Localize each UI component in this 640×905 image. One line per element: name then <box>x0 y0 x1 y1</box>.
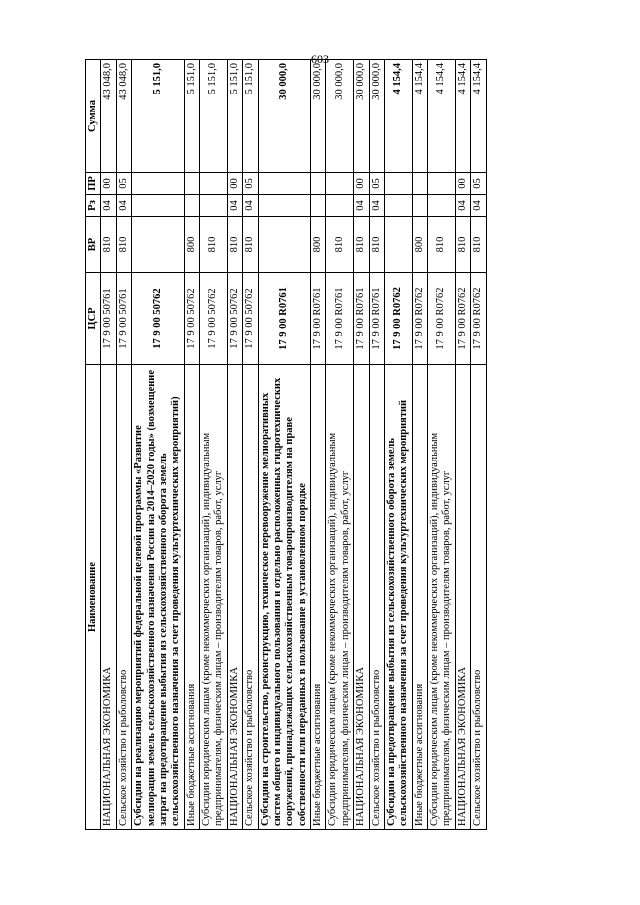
cell-rz: 04 <box>101 195 116 217</box>
cell-rz <box>200 195 228 217</box>
cell-sum: 4 154,4 <box>428 60 456 173</box>
cell-csr: 17 9 00 R0761 <box>354 273 369 365</box>
cell-sum: 4 154,4 <box>412 60 427 173</box>
cell-rz <box>132 195 185 217</box>
cell-rz: 04 <box>116 195 131 217</box>
cell-name: Сельское хозяйство и рыболовство <box>369 365 384 830</box>
cell-csr: 17 9 00 R0762 <box>471 273 486 365</box>
cell-csr: 17 9 00 R0762 <box>428 273 456 365</box>
cell-sum: 4 154,4 <box>384 60 412 173</box>
table-row <box>101 60 116 830</box>
cell-name: Субсидии юридическим лицам (кроме некоммерческих организаций), индивидуальным предпринимателям, физическим лицам – производителям товаров, работ, услуг <box>428 365 456 830</box>
col-rz: Рз <box>86 195 101 217</box>
cell-vr <box>132 217 185 273</box>
cell-csr: 17 9 00 50762 <box>184 273 199 365</box>
cell-pr <box>311 173 326 195</box>
cell-pr: 05 <box>116 173 131 195</box>
header-row <box>86 60 101 830</box>
table-row <box>455 60 470 830</box>
cell-csr: 17 9 00 R0761 <box>369 273 384 365</box>
cell-rz <box>258 195 311 217</box>
cell-pr: 00 <box>354 173 369 195</box>
cell-vr: 810 <box>227 217 242 273</box>
cell-rz <box>184 195 199 217</box>
col-pr: ПР <box>86 173 101 195</box>
table-row <box>369 60 384 830</box>
cell-rz: 04 <box>471 195 486 217</box>
cell-pr <box>412 173 427 195</box>
cell-pr <box>326 173 354 195</box>
table-row <box>354 60 369 830</box>
cell-csr: 17 9 00 R0762 <box>412 273 427 365</box>
table-body <box>101 60 486 830</box>
cell-name: Субсидии на реализацию мероприятий федеральной целевой программы «Развитие мелиорации земель сельскохозяйственного назначения России на 2014–2020 годы» (возмещение затрат на предотвращение выбытия из сельскохозяйственного оборота земель сельскохозяйственного назначения за счет проведения культуртехнических мероприятий) <box>132 365 185 830</box>
cell-rz: 04 <box>227 195 242 217</box>
table-row <box>116 60 131 830</box>
rotated-table-wrapper <box>85 60 590 830</box>
table-row <box>132 60 185 830</box>
cell-vr: 810 <box>471 217 486 273</box>
cell-csr: 17 9 00 50762 <box>227 273 242 365</box>
cell-rz <box>428 195 456 217</box>
cell-sum: 43 048,0 <box>101 60 116 173</box>
page-number: 603 <box>311 52 329 66</box>
cell-name: Иные бюджетные ассигнования <box>412 365 427 830</box>
cell-name: Сельское хозяйство и рыболовство <box>243 365 258 830</box>
cell-pr: 00 <box>227 173 242 195</box>
cell-sum: 43 048,0 <box>116 60 131 173</box>
cell-name: НАЦИОНАЛЬНАЯ ЭКОНОМИКА <box>354 365 369 830</box>
cell-vr: 800 <box>311 217 326 273</box>
cell-pr: 05 <box>471 173 486 195</box>
cell-name: Субсидии на предотвращение выбытия из сельскохозяйственного оборота земель сельскохозяйственного назначения за счет проведения культуртехнических мероприятий <box>384 365 412 830</box>
cell-vr: 810 <box>354 217 369 273</box>
cell-vr: 810 <box>243 217 258 273</box>
cell-vr <box>258 217 311 273</box>
cell-rz: 04 <box>369 195 384 217</box>
cell-sum: 5 151,0 <box>184 60 199 173</box>
cell-csr: 17 9 00 R0762 <box>455 273 470 365</box>
cell-pr <box>200 173 228 195</box>
cell-csr: 17 9 00 R0761 <box>311 273 326 365</box>
cell-name: Субсидии на строительство, реконструкцию, техническое перевооружение мелиоративных систем общего и индивидуального пользования и отдельно расположенных гидротехнических сооружений, принадлежащих сельскохозяйственным товаропроизводителям на праве собственности или переданных в пользование в установленном порядке <box>258 365 311 830</box>
cell-pr <box>184 173 199 195</box>
cell-name: Субсидии юридическим лицам (кроме некоммерческих организаций), индивидуальным предпринимателям, физическим лицам – производителям товаров, работ, услуг <box>326 365 354 830</box>
cell-pr: 00 <box>455 173 470 195</box>
table-row <box>200 60 228 830</box>
table-row <box>184 60 199 830</box>
cell-csr: 17 9 00 50761 <box>116 273 131 365</box>
cell-sum: 30 000,0 <box>326 60 354 173</box>
cell-name: НАЦИОНАЛЬНАЯ ЭКОНОМИКА <box>101 365 116 830</box>
cell-vr: 810 <box>116 217 131 273</box>
cell-vr: 810 <box>326 217 354 273</box>
cell-name: НАЦИОНАЛЬНАЯ ЭКОНОМИКА <box>455 365 470 830</box>
table-row <box>258 60 311 830</box>
cell-rz <box>412 195 427 217</box>
table-row <box>243 60 258 830</box>
cell-sum: 30 000,0 <box>258 60 311 173</box>
cell-sum: 4 154,4 <box>471 60 486 173</box>
cell-rz <box>311 195 326 217</box>
col-csr: ЦСР <box>86 273 101 365</box>
cell-rz: 04 <box>243 195 258 217</box>
cell-pr <box>258 173 311 195</box>
cell-rz <box>384 195 412 217</box>
cell-sum: 30 000,0 <box>369 60 384 173</box>
cell-sum: 5 151,0 <box>200 60 228 173</box>
col-name: Наименование <box>86 365 101 830</box>
col-sum: Сумма <box>86 60 101 173</box>
cell-sum: 5 151,0 <box>227 60 242 173</box>
cell-sum: 5 151,0 <box>243 60 258 173</box>
table-row <box>311 60 326 830</box>
cell-vr: 810 <box>101 217 116 273</box>
cell-csr: 17 9 00 50762 <box>200 273 228 365</box>
cell-name: Сельское хозяйство и рыболовство <box>116 365 131 830</box>
cell-vr <box>384 217 412 273</box>
cell-csr: 17 9 00 R0761 <box>258 273 311 365</box>
cell-rz: 04 <box>455 195 470 217</box>
cell-vr: 810 <box>369 217 384 273</box>
cell-vr: 810 <box>428 217 456 273</box>
cell-csr: 17 9 00 R0761 <box>326 273 354 365</box>
cell-pr <box>132 173 185 195</box>
cell-vr: 810 <box>455 217 470 273</box>
cell-csr: 17 9 00 50761 <box>101 273 116 365</box>
table-row <box>227 60 242 830</box>
cell-pr <box>428 173 456 195</box>
cell-name: Сельское хозяйство и рыболовство <box>471 365 486 830</box>
cell-name: Иные бюджетные ассигнования <box>184 365 199 830</box>
cell-sum: 5 151,0 <box>132 60 185 173</box>
cell-rz: 04 <box>354 195 369 217</box>
cell-name: НАЦИОНАЛЬНАЯ ЭКОНОМИКА <box>227 365 242 830</box>
cell-pr <box>384 173 412 195</box>
cell-pr: 05 <box>369 173 384 195</box>
cell-sum: 30 000,0 <box>311 60 326 173</box>
cell-sum: 30 000,0 <box>354 60 369 173</box>
table-row <box>428 60 456 830</box>
cell-name: Субсидии юридическим лицам (кроме некоммерческих организаций), индивидуальным предпринимателям, физическим лицам – производителям товаров, работ, услуг <box>200 365 228 830</box>
table-row <box>471 60 486 830</box>
cell-pr: 05 <box>243 173 258 195</box>
table-row <box>412 60 427 830</box>
table-row <box>326 60 354 830</box>
cell-vr: 800 <box>184 217 199 273</box>
cell-rz <box>326 195 354 217</box>
table-row <box>384 60 412 830</box>
budget-table <box>85 59 487 830</box>
cell-vr: 810 <box>200 217 228 273</box>
cell-csr: 17 9 00 50762 <box>243 273 258 365</box>
cell-vr: 800 <box>412 217 427 273</box>
cell-pr: 00 <box>101 173 116 195</box>
cell-name: Иные бюджетные ассигнования <box>311 365 326 830</box>
col-vr: ВР <box>86 217 101 273</box>
cell-csr: 17 9 00 50762 <box>132 273 185 365</box>
cell-sum: 4 154,4 <box>455 60 470 173</box>
cell-csr: 17 9 00 R0762 <box>384 273 412 365</box>
